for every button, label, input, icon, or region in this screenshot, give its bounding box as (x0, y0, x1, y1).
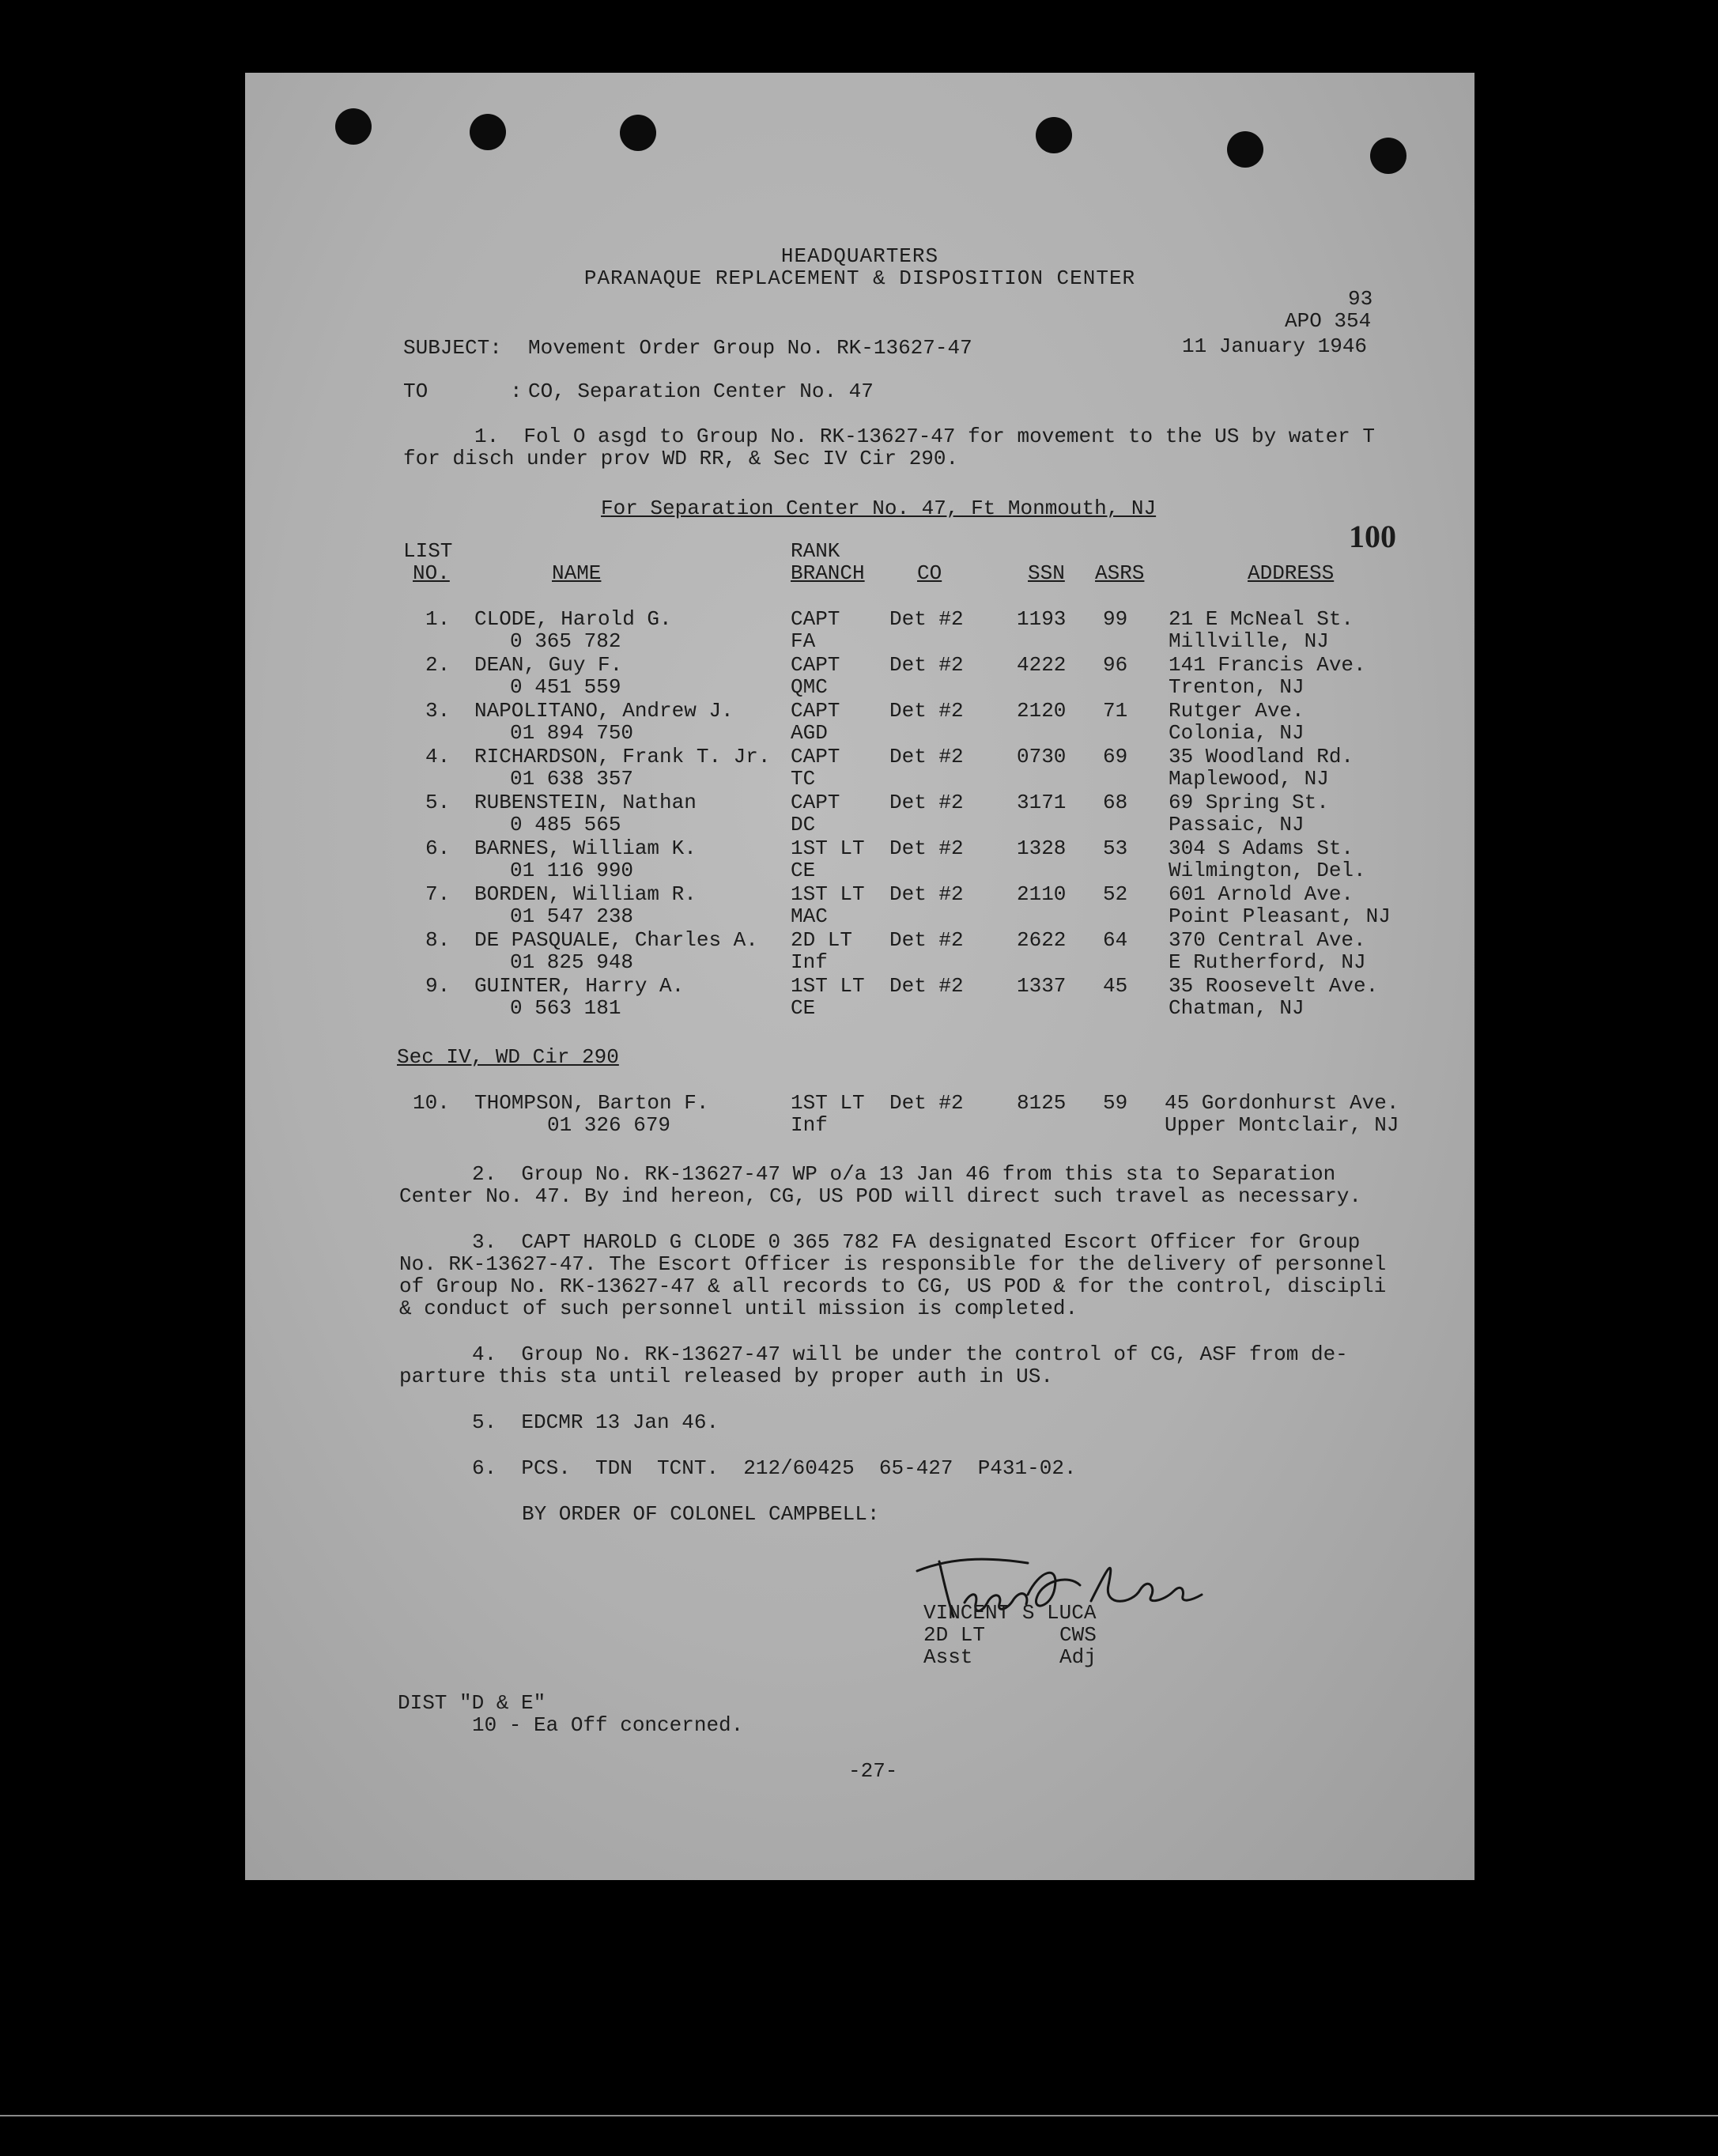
paragraph-2-line-1: 2. Group No. RK-13627-47 WP o/a 13 Jan 46 from this sta to Separation (472, 1162, 1336, 1186)
col-ssn: SSN (1028, 561, 1065, 585)
table-row (245, 699, 1474, 745)
header-line-1: HEADQUARTERS (780, 244, 939, 268)
row-asrs: 68 (1103, 791, 1128, 814)
row-list-no: 10. (413, 1091, 450, 1115)
row-branch: MAC (791, 904, 828, 928)
table-row (245, 928, 1474, 974)
row-co: Det #2 (889, 653, 964, 677)
col-rank-line-2: BRANCH (791, 561, 865, 585)
document-date: 11 January 1946 (1182, 334, 1368, 358)
row-ssn: 1337 (1017, 974, 1067, 998)
row-serial: 01 326 679 (547, 1113, 671, 1137)
row-asrs: 99 (1103, 607, 1128, 631)
row-branch: DC (791, 813, 816, 836)
row-address-1: 21 E McNeal St. (1169, 607, 1354, 631)
row-co: Det #2 (889, 791, 964, 814)
row-ssn: 2110 (1017, 882, 1067, 906)
paragraph-3-line-3: of Group No. RK-13627-47 & all records to CG, US POD & for the control, discipli (399, 1274, 1387, 1298)
row-list-no: 5. (425, 791, 451, 814)
row-list-no: 9. (425, 974, 451, 998)
row-branch: CE (791, 996, 816, 1020)
col-asrs: ASRS (1095, 561, 1145, 585)
row-address-1: Rutger Ave. (1169, 699, 1305, 723)
row-address-2: Colonia, NJ (1169, 721, 1305, 745)
row-asrs: 71 (1103, 699, 1128, 723)
col-name: NAME (552, 561, 602, 585)
row-serial: 01 894 750 (510, 721, 634, 745)
row-rank: 2D LT (791, 928, 853, 952)
row-serial: 01 638 357 (510, 767, 634, 791)
row-address-2: Point Pleasant, NJ (1169, 904, 1391, 928)
paragraph-4-line-1: 4. Group No. RK-13627-47 will be under the control of CG, ASF from de- (472, 1342, 1348, 1366)
row-ssn: 3171 (1017, 791, 1067, 814)
row-co: Det #2 (889, 607, 964, 631)
row-branch: CE (791, 859, 816, 882)
punch-hole (1227, 131, 1263, 168)
row-co: Det #2 (889, 928, 964, 952)
header-line-2: PARANAQUE REPLACEMENT & DISPOSITION CENTER (583, 266, 1136, 290)
row-ssn: 4222 (1017, 653, 1067, 677)
page-number: -27- (848, 1759, 898, 1783)
row-ssn: 2622 (1017, 928, 1067, 952)
row-name: CLODE, Harold G. (474, 607, 672, 631)
row-address-1: 141 Francis Ave. (1169, 653, 1366, 677)
page-mark: 93 (1348, 287, 1373, 311)
punch-hole (470, 114, 506, 150)
row-name: THOMPSON, Barton F. (474, 1091, 709, 1115)
row-co: Det #2 (889, 836, 964, 860)
row-rank: CAPT (791, 653, 840, 677)
row-address-1: 45 Gordonhurst Ave. (1165, 1091, 1399, 1115)
row-serial: 01 547 238 (510, 904, 634, 928)
row-branch: AGD (791, 721, 828, 745)
row-list-no: 6. (425, 836, 451, 860)
signer-rank: 2D LT (923, 1623, 986, 1647)
row-branch: Inf (791, 1113, 828, 1137)
signer-branch: CWS (1059, 1623, 1097, 1647)
col-rank-line-1: RANK (791, 539, 840, 563)
punch-hole (620, 115, 656, 151)
row-asrs: 64 (1103, 928, 1128, 952)
row-asrs: 96 (1103, 653, 1128, 677)
table-row (245, 791, 1474, 836)
paragraph-3-line-2: No. RK-13627-47. The Escort Officer is responsible for the delivery of personnel (399, 1252, 1387, 1276)
row-list-no: 3. (425, 699, 451, 723)
row-branch: QMC (791, 675, 828, 699)
subject-label: SUBJECT: (403, 336, 502, 360)
signer-title-2: Adj (1059, 1645, 1097, 1669)
row-branch: Inf (791, 950, 828, 974)
punch-hole (1370, 138, 1406, 174)
col-list-no-line-2: NO. (413, 561, 450, 585)
row-ssn: 0730 (1017, 745, 1067, 768)
row-co: Det #2 (889, 882, 964, 906)
paragraph-4-line-2: parture this sta until released by proper auth in US. (399, 1365, 1053, 1388)
row-name: RICHARDSON, Frank T. Jr. (474, 745, 771, 768)
row-address-1: 69 Spring St. (1169, 791, 1329, 814)
row-address-2: Trenton, NJ (1169, 675, 1305, 699)
row-branch: TC (791, 767, 816, 791)
row-rank: CAPT (791, 699, 840, 723)
distribution-line: 10 - Ea Off concerned. (472, 1713, 744, 1737)
table-row (245, 882, 1474, 928)
row-name: BARNES, William K. (474, 836, 697, 860)
paragraph-2-line-2: Center No. 47. By ind hereon, CG, US POD will direct such travel as necessary. (399, 1184, 1361, 1208)
paragraph-1-line-1: 1. Fol O asgd to Group No. RK-13627-47 for movement to the US by water T (474, 425, 1375, 448)
row-ssn: 1193 (1017, 607, 1067, 631)
table-row (245, 653, 1474, 699)
row-co: Det #2 (889, 699, 964, 723)
subject-text: Movement Order Group No. RK-13627-47 (528, 336, 972, 360)
row-address-2: Upper Montclair, NJ (1165, 1113, 1399, 1137)
scan-bottom-rule (0, 2115, 1718, 2116)
to-recipient: CO, Separation Center No. 47 (528, 379, 874, 403)
col-co: CO (917, 561, 942, 585)
col-list-no-line-1: LIST (403, 539, 453, 563)
row-list-no: 7. (425, 882, 451, 906)
distribution-label: DIST "D & E" (398, 1691, 546, 1715)
paragraph-6: 6. PCS. TDN TCNT. 212/60425 65-427 P431-02. (472, 1456, 1077, 1480)
table-row (245, 974, 1474, 1020)
row-address-1: 35 Woodland Rd. (1169, 745, 1354, 768)
row-rank: 1ST LT (791, 1091, 865, 1115)
row-name: GUINTER, Harry A. (474, 974, 685, 998)
row-serial: 0 563 181 (510, 996, 621, 1020)
row-serial: 01 825 948 (510, 950, 634, 974)
row-name: BORDEN, William R. (474, 882, 697, 906)
row-serial: 0 451 559 (510, 675, 621, 699)
row-asrs: 53 (1103, 836, 1128, 860)
apo-number: APO 354 (1285, 309, 1372, 333)
table-row (245, 745, 1474, 791)
row-address-2: Passaic, NJ (1169, 813, 1305, 836)
table-row (245, 607, 1474, 653)
punch-hole (1036, 117, 1072, 153)
row-address-2: Millville, NJ (1169, 629, 1329, 653)
row-rank: 1ST LT (791, 836, 865, 860)
stamp-number: 100 (1349, 519, 1396, 554)
row-branch: FA (791, 629, 816, 653)
row-serial: 01 116 990 (510, 859, 634, 882)
signer-title: Asst (923, 1645, 973, 1669)
row-co: Det #2 (889, 745, 964, 768)
paragraph-5: 5. EDCMR 13 Jan 46. (472, 1410, 719, 1434)
table-row (245, 1091, 1474, 1137)
table-row (245, 836, 1474, 882)
row-list-no: 2. (425, 653, 451, 677)
row-asrs: 52 (1103, 882, 1128, 906)
row-name: DEAN, Guy F. (474, 653, 623, 677)
row-serial: 0 485 565 (510, 813, 621, 836)
row-list-no: 8. (425, 928, 451, 952)
punch-hole (335, 108, 372, 145)
row-address-2: E Rutherford, NJ (1169, 950, 1366, 974)
section-heading: For Separation Center No. 47, Ft Monmouth, NJ (601, 497, 1157, 520)
row-name: NAPOLITANO, Andrew J. (474, 699, 734, 723)
row-address-1: 601 Arnold Ave. (1169, 882, 1354, 906)
row-ssn: 2120 (1017, 699, 1067, 723)
row-address-1: 35 Roosevelt Ave. (1169, 974, 1379, 998)
row-co: Det #2 (889, 1091, 964, 1115)
to-colon: : (510, 379, 523, 403)
row-list-no: 4. (425, 745, 451, 768)
paragraph-1-line-2: for disch under prov WD RR, & Sec IV Cir 290. (403, 447, 959, 470)
row-ssn: 8125 (1017, 1091, 1067, 1115)
row-name: DE PASQUALE, Charles A. (474, 928, 758, 952)
row-name: RUBENSTEIN, Nathan (474, 791, 697, 814)
document-page (245, 73, 1474, 1880)
row-asrs: 69 (1103, 745, 1128, 768)
row-rank: CAPT (791, 607, 840, 631)
row-address-1: 304 S Adams St. (1169, 836, 1354, 860)
row-asrs: 45 (1103, 974, 1128, 998)
row-serial: 0 365 782 (510, 629, 621, 653)
row-rank: CAPT (791, 745, 840, 768)
row-co: Det #2 (889, 974, 964, 998)
to-label: TO (403, 379, 429, 403)
row-ssn: 1328 (1017, 836, 1067, 860)
row-asrs: 59 (1103, 1091, 1128, 1115)
sec-iv-heading: Sec IV, WD Cir 290 (397, 1045, 619, 1069)
row-rank: CAPT (791, 791, 840, 814)
row-rank: 1ST LT (791, 974, 865, 998)
row-address-2: Chatman, NJ (1169, 996, 1305, 1020)
row-rank: 1ST LT (791, 882, 865, 906)
signer-name: VINCENT S LUCA (923, 1601, 1097, 1625)
row-address-1: 370 Central Ave. (1169, 928, 1366, 952)
row-address-2: Wilmington, Del. (1169, 859, 1366, 882)
row-list-no: 1. (425, 607, 451, 631)
col-address: ADDRESS (1248, 561, 1335, 585)
order-line: BY ORDER OF COLONEL CAMPBELL: (522, 1502, 880, 1526)
row-address-2: Maplewood, NJ (1169, 767, 1329, 791)
paragraph-3-line-1: 3. CAPT HAROLD G CLODE 0 365 782 FA designated Escort Officer for Group (472, 1230, 1361, 1254)
paragraph-3-line-4: & conduct of such personnel until mission is completed. (399, 1297, 1078, 1320)
